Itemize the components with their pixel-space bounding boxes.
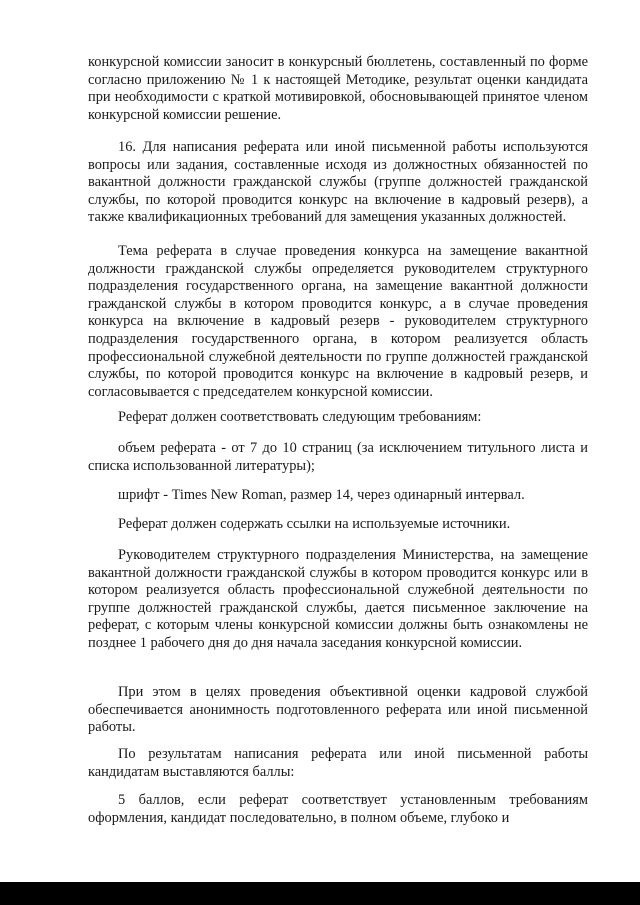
paragraph-7: Реферат должен содержать ссылки на используемые источники. [118,516,511,532]
paragraph-8: Руководителем структурного подразделения Министерства, на замещение вакантной должности гражданской службы в котором проводится конкурс или в котором реализуется область профессиональной служебной деятельности по группе должностей гражданской службы, дается письменное заключение на реферат, с которым члены конкурсной комиссии должны быть ознакомлены не позднее 1 рабочего дня до дня начала заседания конкурсной комиссии. [88,547,588,651]
paragraph-6: шрифт - Times New Roman, размер 14, через одинарный интервал. [118,487,525,503]
paragraph-4: Реферат должен соответствовать следующим требованиям: [118,409,482,425]
paragraph-1: конкурсной комиссии заносит в конкурсный бюллетень, составленный по форме согласно приложению № 1 к настоящей Методике, результат оценки кандидата при необходимости с краткой мотивировкой, обосновывающей принятое членом конкурсной комиссии решение. [88,54,588,123]
paragraph-3: Тема реферата в случае проведения конкурса на замещение вакантной должности гражданской службы определяется руководителем структурного подразделения государственного органа, на замещение вакантной должности гражданской службы в котором проводится конкурс, а в случае проведения конкурса на включение в кадровый резерв - руководителем структурного подразделения государственного органа, в котором реализуется область профессиональной служебной деятельности по группе должностей гражданской службы, по которой проводится конкурс на включение в кадровый резерв, и согласовывается с председателем конкурсной комиссии. [88,243,588,400]
bottom-black-bar [0,882,640,905]
paragraph-11: 5 баллов, если реферат соответствует установленным требованиям оформления, кандидат последовательно, в полном объеме, глубоко и [88,792,588,826]
paragraph-10: По результатам написания реферата или иной письменной работы кандидатам выставляются баллы: [88,746,588,780]
paragraph-2: 16. Для написания реферата или иной письменной работы используются вопросы или задания, составленные исходя из должностных обязанностей по вакантной должности гражданской службы (группе должностей гражданской службы, по которой проводится конкурс на включение в кадровый резерв), а также квалификационных требований для замещения указанных должностей. [88,139,588,226]
paragraph-5: объем реферата - от 7 до 10 страниц (за исключением титульного листа и списка использованной литературы); [88,440,588,474]
paragraph-9: При этом в целях проведения объективной оценки кадровой службой обеспечивается анонимность подготовленного реферата или иной письменной работы. [88,684,588,736]
